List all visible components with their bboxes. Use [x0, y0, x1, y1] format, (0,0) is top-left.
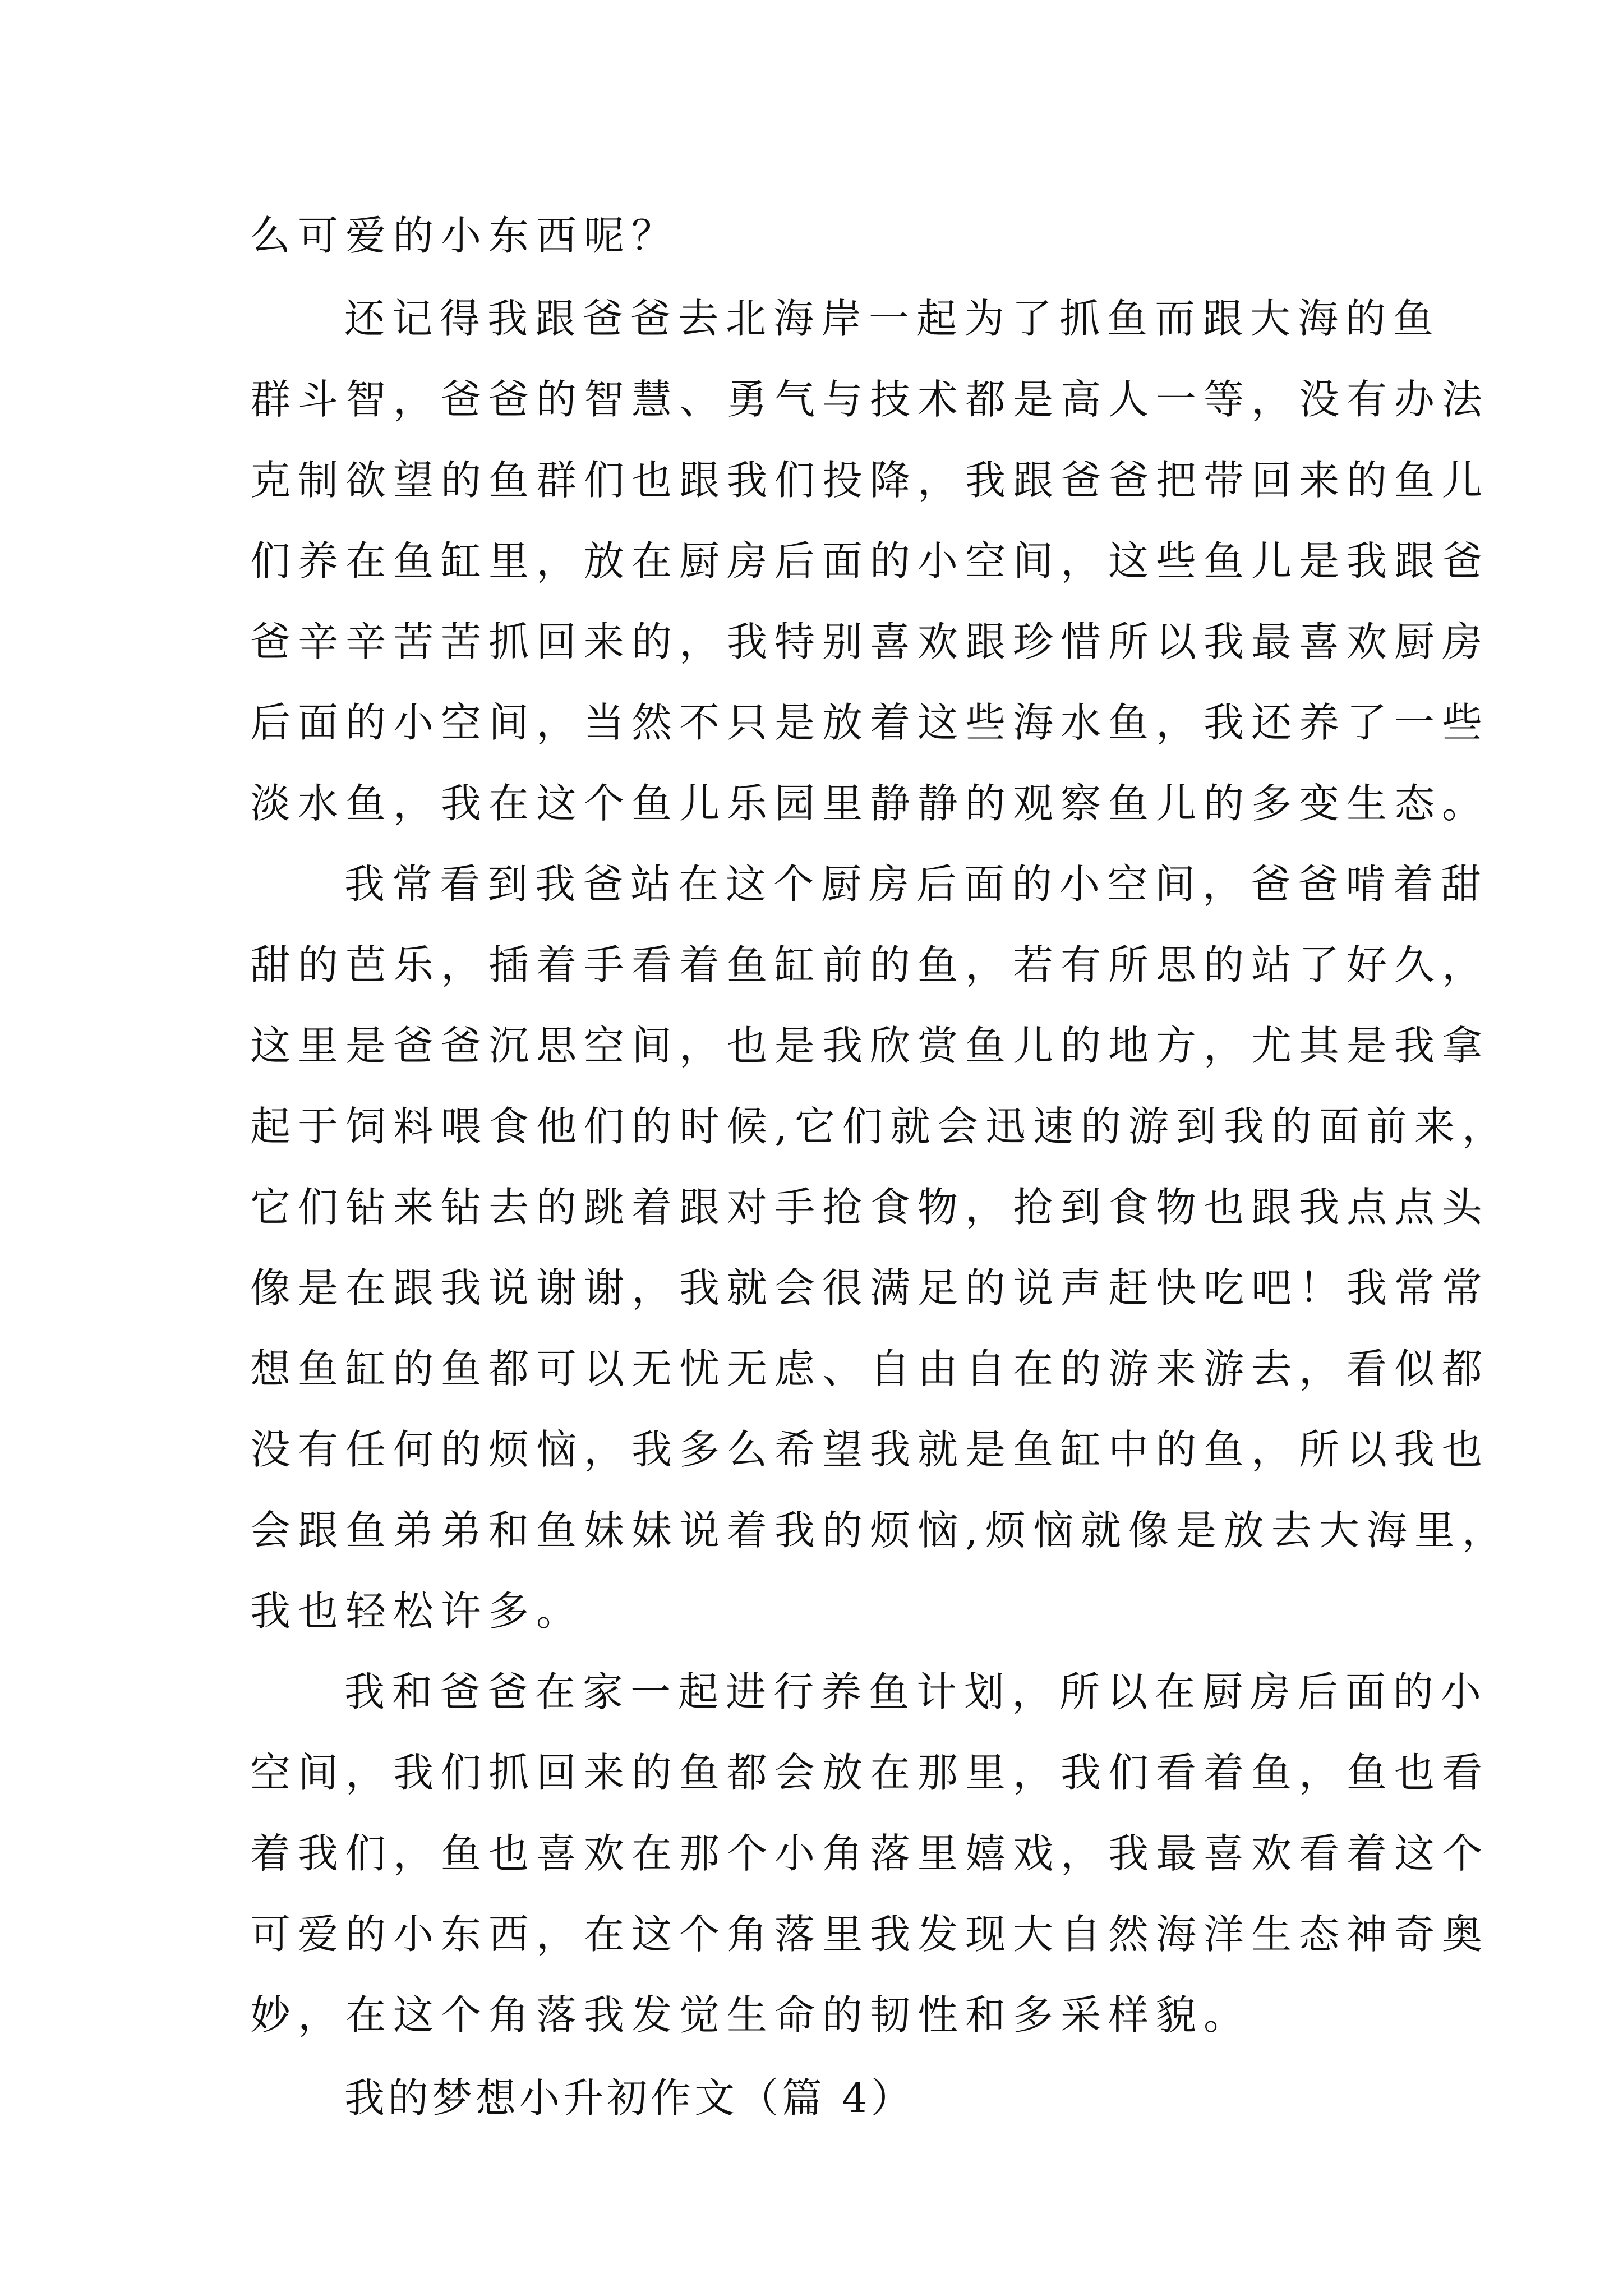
text-line: 克制欲望的鱼群们也跟我们投降，我跟爸爸把带回来的鱼儿: [250, 457, 1490, 504]
text-line: 会跟鱼弟弟和鱼妹妹说着我的烦恼,烦恼就像是放去大海里，: [250, 1507, 1510, 1554]
text-line: 它们钻来钻去的跳着跟对手抢食物，抢到食物也跟我点点头: [250, 1184, 1490, 1231]
text-line: 甜的芭乐，插着手看着鱼缸前的鱼，若有所思的站了好久，: [250, 941, 1490, 988]
paragraph-first-line: 我和爸爸在家一起进行养鱼计划，所以在厨房后面的小: [344, 1668, 1489, 1715]
paragraph-first-line: 还记得我跟爸爸去北海岸一起为了抓鱼而跟大海的鱼: [344, 295, 1441, 342]
text-line: 们养在鱼缸里，放在厨房后面的小空间，这些鱼儿是我跟爸: [250, 537, 1490, 585]
text-line: 我也轻松许多。: [250, 1588, 584, 1635]
text-line: 群斗智，爸爸的智慧、勇气与技术都是高人一等，没有办法: [250, 376, 1490, 423]
section-heading: 我的梦想小升初作文（篇 4）: [344, 2074, 915, 2122]
text-line: 起于饲料喂食他们的时候,它们就会迅速的游到我的面前来，: [250, 1103, 1510, 1150]
text-line: 空间，我们抓回来的鱼都会放在那里，我们看着鱼，鱼也看: [250, 1749, 1490, 1796]
text-line: 么可爱的小东西呢？: [250, 212, 680, 259]
text-line: 这里是爸爸沉思空间，也是我欣赏鱼儿的地方，尤其是我拿: [250, 1022, 1490, 1069]
text-line: 着我们，鱼也喜欢在那个小角落里嬉戏，我最喜欢看着这个: [250, 1830, 1490, 1877]
text-line: 想鱼缸的鱼都可以无忧无虑、自由自在的游来游去，看似都: [250, 1345, 1490, 1392]
text-line: 后面的小空间，当然不只是放着这些海水鱼，我还养了一些: [250, 699, 1490, 746]
text-line: 淡水鱼，我在这个鱼儿乐园里静静的观察鱼儿的多变生态。: [250, 780, 1490, 827]
text-line: 妙，在这个角落我发觉生命的韧性和多采样貌。: [250, 1991, 1252, 2039]
text-line: 没有任何的烦恼，我多么希望我就是鱼缸中的鱼，所以我也: [250, 1426, 1490, 1473]
text-line: 爸辛辛苦苦抓回来的，我特别喜欢跟珍惜所以我最喜欢厨房: [250, 618, 1490, 665]
text-line: 像是在跟我说谢谢，我就会很满足的说声赶快吃吧！我常常: [250, 1264, 1490, 1312]
text-line: 可爱的小东西，在这个角落里我发现大自然海洋生态神奇奥: [250, 1911, 1490, 1958]
paragraph-first-line: 我常看到我爸站在这个厨房后面的小空间，爸爸啃着甜: [344, 861, 1489, 908]
